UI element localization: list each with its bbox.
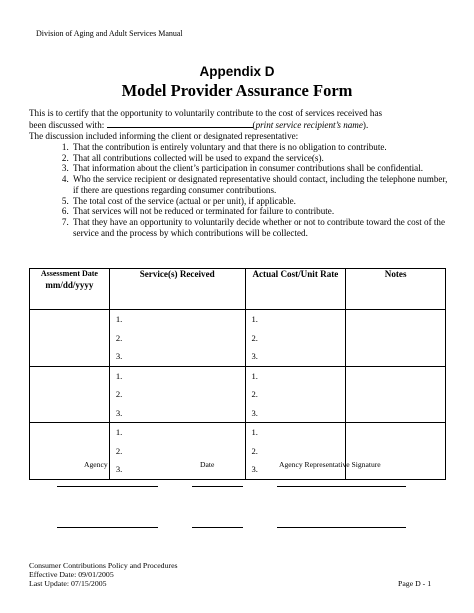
certify-suffix-italic: print service recipient’s name — [255, 120, 363, 131]
certify-line-1: This is to certify that the opportunity to voluntarily contribute to the cost of services received has — [29, 108, 383, 118]
footer-policy: Consumer Contributions Policy and Procedures — [29, 561, 178, 570]
slot-label: 3. — [251, 464, 258, 474]
cost-cell[interactable] — [245, 423, 346, 480]
list-item: 4. Who the service recipient or designated representative should contact, including the telephone number, if there are questions regarding consumer contributions. — [71, 174, 451, 195]
notes-cell[interactable] — [346, 423, 446, 480]
services-received-header: Service(s) Received — [109, 269, 245, 310]
date-label: Date — [200, 460, 215, 469]
list-item: 3. That information about the client’s participation in consumer contributions shall be confidential. — [71, 163, 451, 174]
services-cell[interactable] — [109, 423, 245, 480]
certify-suffix-open: ( — [252, 120, 256, 131]
table-row — [30, 310, 446, 367]
certify-prefix: been discussed with: — [29, 120, 107, 131]
slot-label: 3. — [115, 351, 123, 361]
assessment-date-cell[interactable] — [30, 366, 110, 423]
footer-effective-date: Effective Date: 09/01/2005 — [29, 570, 114, 579]
rep-signature-line-1[interactable] — [277, 486, 406, 487]
footer-page-number: Page D - 1 — [398, 579, 432, 588]
slot-label: 2. — [115, 445, 123, 456]
slot-label: 1. — [115, 314, 123, 324]
date-line-1[interactable] — [192, 486, 243, 487]
slot-label: 3. — [251, 407, 258, 418]
rep-signature-line-2[interactable] — [277, 527, 406, 528]
certify-line-2 — [29, 119, 454, 131]
slot-label: 2. — [115, 389, 123, 399]
certify-suffix-close: ). — [362, 120, 369, 131]
recipient-name-field[interactable] — [107, 119, 253, 128]
notes-cell[interactable] — [346, 310, 446, 367]
list-item: 2. That all contributions collected will be used to expand the service(s). — [71, 153, 451, 164]
list-item: 5. The total cost of the service (actual or per unit), if applicable. — [71, 196, 451, 207]
discussion-intro: The discussion included informing the client or designated representative: — [29, 131, 299, 141]
manual-header: Division of Aging and Adult Services Manual — [36, 29, 183, 38]
cost-cell[interactable] — [245, 310, 346, 367]
discussion-items-list — [57, 142, 451, 238]
notes-header: Notes — [346, 269, 446, 310]
services-table — [29, 268, 446, 480]
table-row — [30, 423, 446, 480]
cost-cell[interactable] — [245, 366, 346, 423]
slot-label: 1. — [251, 427, 258, 437]
slot-label: 3. — [251, 351, 258, 361]
slot-label: 3. — [115, 464, 123, 474]
actual-cost-header: Actual Cost/Unit Rate — [245, 269, 346, 310]
list-item: 7. That they have an opportunity to voluntarily decide whether or not to contribute toward the cost of the service and the process by which contributions will be collected. — [71, 217, 451, 238]
agency-line-1[interactable] — [57, 486, 158, 487]
agency-label: Agency — [84, 460, 108, 469]
agency-line-2[interactable] — [57, 527, 158, 528]
list-item: 6. That services will not be reduced or terminated for failure to contribute. — [71, 206, 451, 217]
footer-last-update: Last Update: 07/15/2005 — [29, 579, 107, 588]
table-header-row — [30, 269, 446, 310]
slot-label: 2. — [115, 332, 123, 343]
assessment-date-cell[interactable] — [30, 423, 110, 480]
assessment-date-cell[interactable] — [30, 310, 110, 367]
slot-label: 2. — [251, 389, 258, 399]
certify-paragraph — [29, 108, 454, 132]
slot-label: 1. — [251, 314, 258, 324]
assessment-date-header — [30, 269, 110, 310]
notes-cell[interactable] — [346, 366, 446, 423]
assessment-date-label: Assessment Date — [40, 269, 98, 278]
slot-label: 2. — [251, 445, 258, 456]
slot-label: 3. — [115, 407, 123, 418]
services-cell[interactable] — [109, 310, 245, 367]
appendix-heading: Appendix D — [199, 64, 275, 79]
services-cell[interactable] — [109, 366, 245, 423]
form-title: Model Provider Assurance Form — [121, 81, 353, 100]
slot-label: 1. — [251, 370, 258, 381]
slot-label: 2. — [251, 332, 258, 343]
slot-label: 1. — [115, 427, 123, 437]
rep-signature-label: Agency Representative Signature — [279, 460, 381, 469]
table-row — [30, 366, 446, 423]
date-format-label: mm/dd/yyyy — [45, 280, 94, 290]
date-line-2[interactable] — [192, 527, 243, 528]
list-item: 1. That the contribution is entirely voluntary and that there is no obligation to contribute. — [71, 142, 451, 153]
slot-label: 1. — [115, 370, 123, 381]
